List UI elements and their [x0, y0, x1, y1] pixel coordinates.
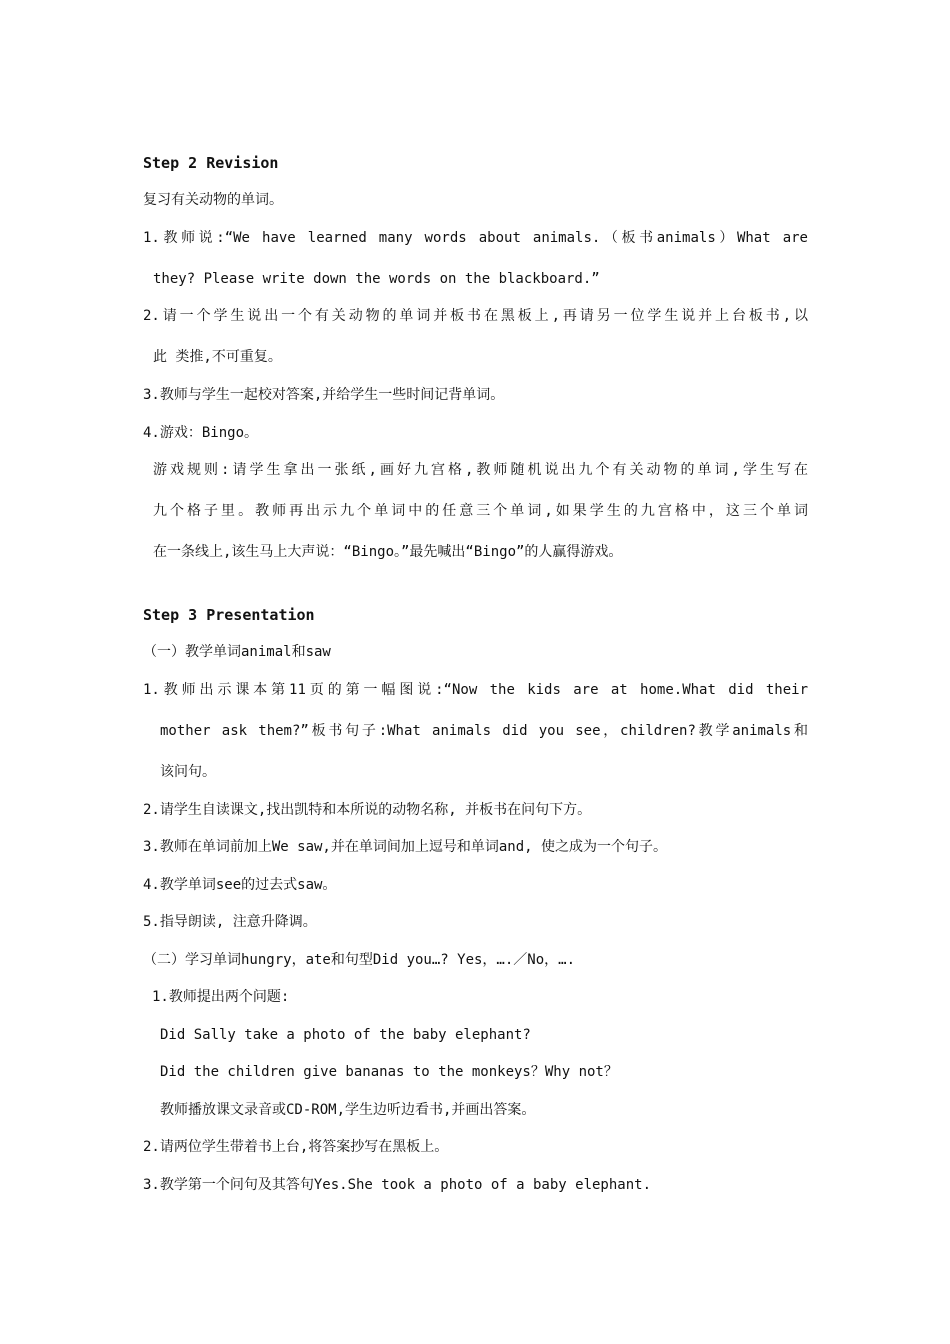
step3-part1-title: （一）教学单词animal和saw [143, 644, 331, 660]
step3-part1-item3: 3.教师在单词前加上We saw,并在单词间加上逗号和单词and, 使之成为一个句子。 [143, 839, 668, 855]
step3-part2-question1: Did Sally take a photo of the baby elephant? [160, 1027, 531, 1043]
step3-part1-item4: 4.教学单词see的过去式saw。 [143, 877, 337, 893]
step3-part1-item1-line2: mother ask them?”板书句子:What animals did you see，children?教学animals和 [160, 723, 808, 739]
step2-rules-line1: 游戏规则:请学生拿出一张纸,画好九宫格,教师随机说出九个有关动物的单词,学生写在 [153, 462, 808, 478]
step2-item1-line2: they? Please write down the words on the blackboard.” [153, 271, 600, 287]
step3-part2-title: （二）学习单词hungry，ate和句型Did you…? Yes，….／No，…. [143, 952, 576, 968]
step3-part1-item5: 5.指导朗读, 注意升降调。 [143, 914, 317, 930]
step2-item1-line1: 1.教师说:“We have learned many words about animals.（板书animals）What are [143, 230, 808, 246]
step3-part2-item2: 2.请两位学生带着书上台,将答案抄写在黑板上。 [143, 1139, 449, 1155]
step2-item2-line2: 此 类推,不可重复。 [153, 349, 282, 365]
step3-part2-item3: 3.教学第一个问句及其答句Yes.She took a photo of a baby elephant. [143, 1177, 652, 1193]
step2-heading: Step 2 Revision [143, 154, 279, 172]
step2-rules-line3: 在一条线上,该生马上大声说：“Bingo。”最先喊出“Bingo”的人赢得游戏。 [153, 544, 623, 560]
step2-item4: 4.游戏：Bingo。 [143, 425, 259, 441]
step2-rules-line2: 九个格子里。教师再出示九个单词中的任意三个单词,如果学生的九宫格中，这三个单词 [153, 503, 808, 519]
step2-item3: 3.教师与学生一起校对答案,并给学生一些时间记背单词。 [143, 387, 505, 403]
step3-part2-note: 教师播放课文录音或CD-ROM,学生边听边看书,并画出答案。 [160, 1102, 536, 1118]
step3-part1-item1-line3: 该问句。 [160, 764, 216, 780]
step2-item2-line1: 2.请一个学生说出一个有关动物的单词并板书在黑板上,再请另一位学生说并上台板书,以 [143, 308, 808, 324]
step3-part2-item1: 1.教师提出两个问题: [152, 989, 290, 1005]
step3-part1-item1-line1: 1.教师出示课本第11页的第一幅图说:“Now the kids are at home.What did their [143, 682, 808, 698]
step3-part2-question2: Did the children give bananas to the monkeys？Why not？ [160, 1064, 618, 1080]
step3-part1-item2: 2.请学生自读课文,找出凯特和本所说的动物名称, 并板书在问句下方。 [143, 802, 592, 818]
step2-intro: 复习有关动物的单词。 [143, 192, 283, 208]
step3-heading: Step 3 Presentation [143, 606, 315, 624]
